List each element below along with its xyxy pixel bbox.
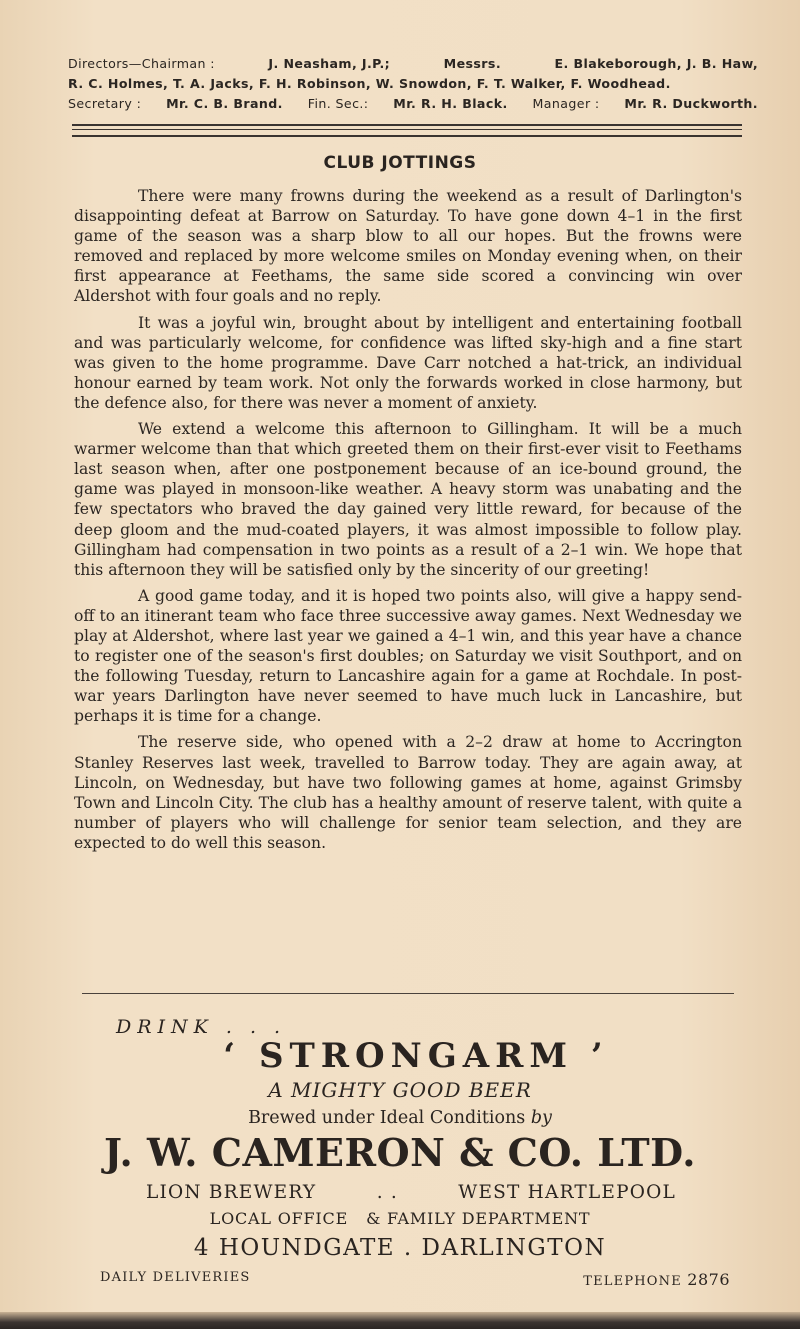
article-paragraph: We extend a welcome this afternoon to Gillingham. It will be a much warmer welcome than that which greeted them on their first-ever visit to Feethams last season when, after one postponement because of an ice-bound ground, the game was played in monsoon-like weather. A heavy storm was unabating and the few spectators who braved the day gained very little reward, for because of the deep gloom and the mud-coated players, it was almost impossible to follow play. Gillingham had compensation in two points as a result of a 2–1 win. We hope that this afternoon they will be satisfied only by the sincerity of our greeting! [74, 420, 742, 579]
advert-footer [100, 1270, 730, 1289]
article-paragraph: A good game today, and it is hoped two points also, will give a happy send-off to an itinerant team who face three successive away games. Next Wednesday we play at Aldershot, where last year we gained a 4–1 win, and this year have a chance to register one of the season's first doubles; on Saturday we visit Southport, and on the following Tuesday, return to Lancashire again for a game at Rochdale. In post-war years Darlington have never seemed to have much luck in Lancashire, but perhaps it is time for a change. [74, 586, 742, 726]
advert-local-office [0, 1209, 800, 1228]
directors-names-2: R. C. Holmes, T. A. Jacks, F. H. Robinson, W. Snowdon, F. T. Walker, F. Woodhead. [68, 76, 671, 91]
messrs-label: Messrs. [443, 56, 501, 71]
advert-telephone-label: TELEPHONE [583, 1274, 682, 1289]
secretary-label: Secretary : [68, 96, 142, 111]
page-bottom-edge [0, 1312, 800, 1329]
chairman-name: J. Neasham, J.P.; [268, 56, 391, 71]
advert-divider [82, 993, 734, 994]
manager-name: Mr. R. Duckworth. [624, 96, 758, 111]
advert-brewery: LION BREWERY [146, 1182, 317, 1203]
advert-telephone [583, 1270, 730, 1289]
directors-names-1: E. Blakeborough, J. B. Haw, [554, 56, 758, 71]
advert-company: J. W. CAMERON & CO. LTD. [104, 1130, 696, 1175]
directors-line-2 [68, 74, 758, 94]
advert-address: 4 HOUNDGATE . DARLINGTON [193, 1235, 607, 1261]
fin-sec-label: Fin. Sec.: [307, 96, 369, 111]
directors-label: Directors—Chairman : [68, 56, 215, 71]
advert-brewed-text: Brewed under Ideal Conditions [248, 1108, 526, 1128]
manager-label: Manager : [532, 96, 600, 111]
article-paragraph: It was a joyful win, brought about by intelligent and entertaining football and was particularly welcome, for confidence was lifted sky-high and a fine start was given to the home programme. Dave Carr notched a hat-trick, an individual honour earned by team work. Not only the forwards worked in close harmony, but the defence also, for there was never a moment of anxiety. [74, 313, 742, 412]
advert-town: WEST HARTLEPOOL [458, 1182, 676, 1203]
advert-local-office-label: LOCAL OFFICE [209, 1209, 349, 1228]
advert-drink: DRINK . . . [116, 1016, 287, 1038]
fin-sec-name: Mr. R. H. Black. [393, 96, 508, 111]
advert-brewery-line [146, 1182, 676, 1203]
advert-brewed-by: by [530, 1108, 552, 1128]
advert-family-dept: & FAMILY DEPARTMENT [366, 1209, 591, 1228]
secretary-name: Mr. C. B. Brand. [166, 96, 283, 111]
directors-line-1 [68, 54, 758, 74]
header-divider [72, 124, 742, 137]
advert-slogan: A MIGHTY GOOD BEER [268, 1078, 532, 1102]
advert-telephone-number: 2876 [687, 1270, 730, 1289]
article-paragraph: The reserve side, who opened with a 2–2 draw at home to Accrington Stanley Reserves last week, travelled to Barrow today. They are again away, at Lincoln, on Wednesday, but have two following games at home, against Grimsby Town and Lincoln City. The club has a healthy amount of reserve talent, with quite a number of players who will challenge for senior team selection, and they are expected to do well this season. [74, 733, 742, 852]
advert-dots: . . [376, 1182, 398, 1203]
advert-brand: ‘ STRONGARM ’ [223, 1036, 609, 1076]
directors-list [68, 54, 758, 114]
directors-line-3 [68, 94, 758, 114]
article-heading: CLUB JOTTINGS [323, 153, 477, 173]
advert-deliveries: DAILY DELIVERIES [100, 1270, 251, 1285]
advert-brewed [0, 1108, 800, 1128]
article-paragraph: There were many frowns during the weekend as a result of Darlington's disappointing defeat at Barrow on Saturday. To have gone down 4–1 in the first game of the season was a sharp blow to all our hopes. But the frowns were removed and replaced by more welcome smiles on Monday evening when, on their first appearance at Feethams, the same side scored a convincing win over Aldershot with four goals and no reply. [74, 187, 742, 306]
club-jottings-article [74, 186, 742, 859]
